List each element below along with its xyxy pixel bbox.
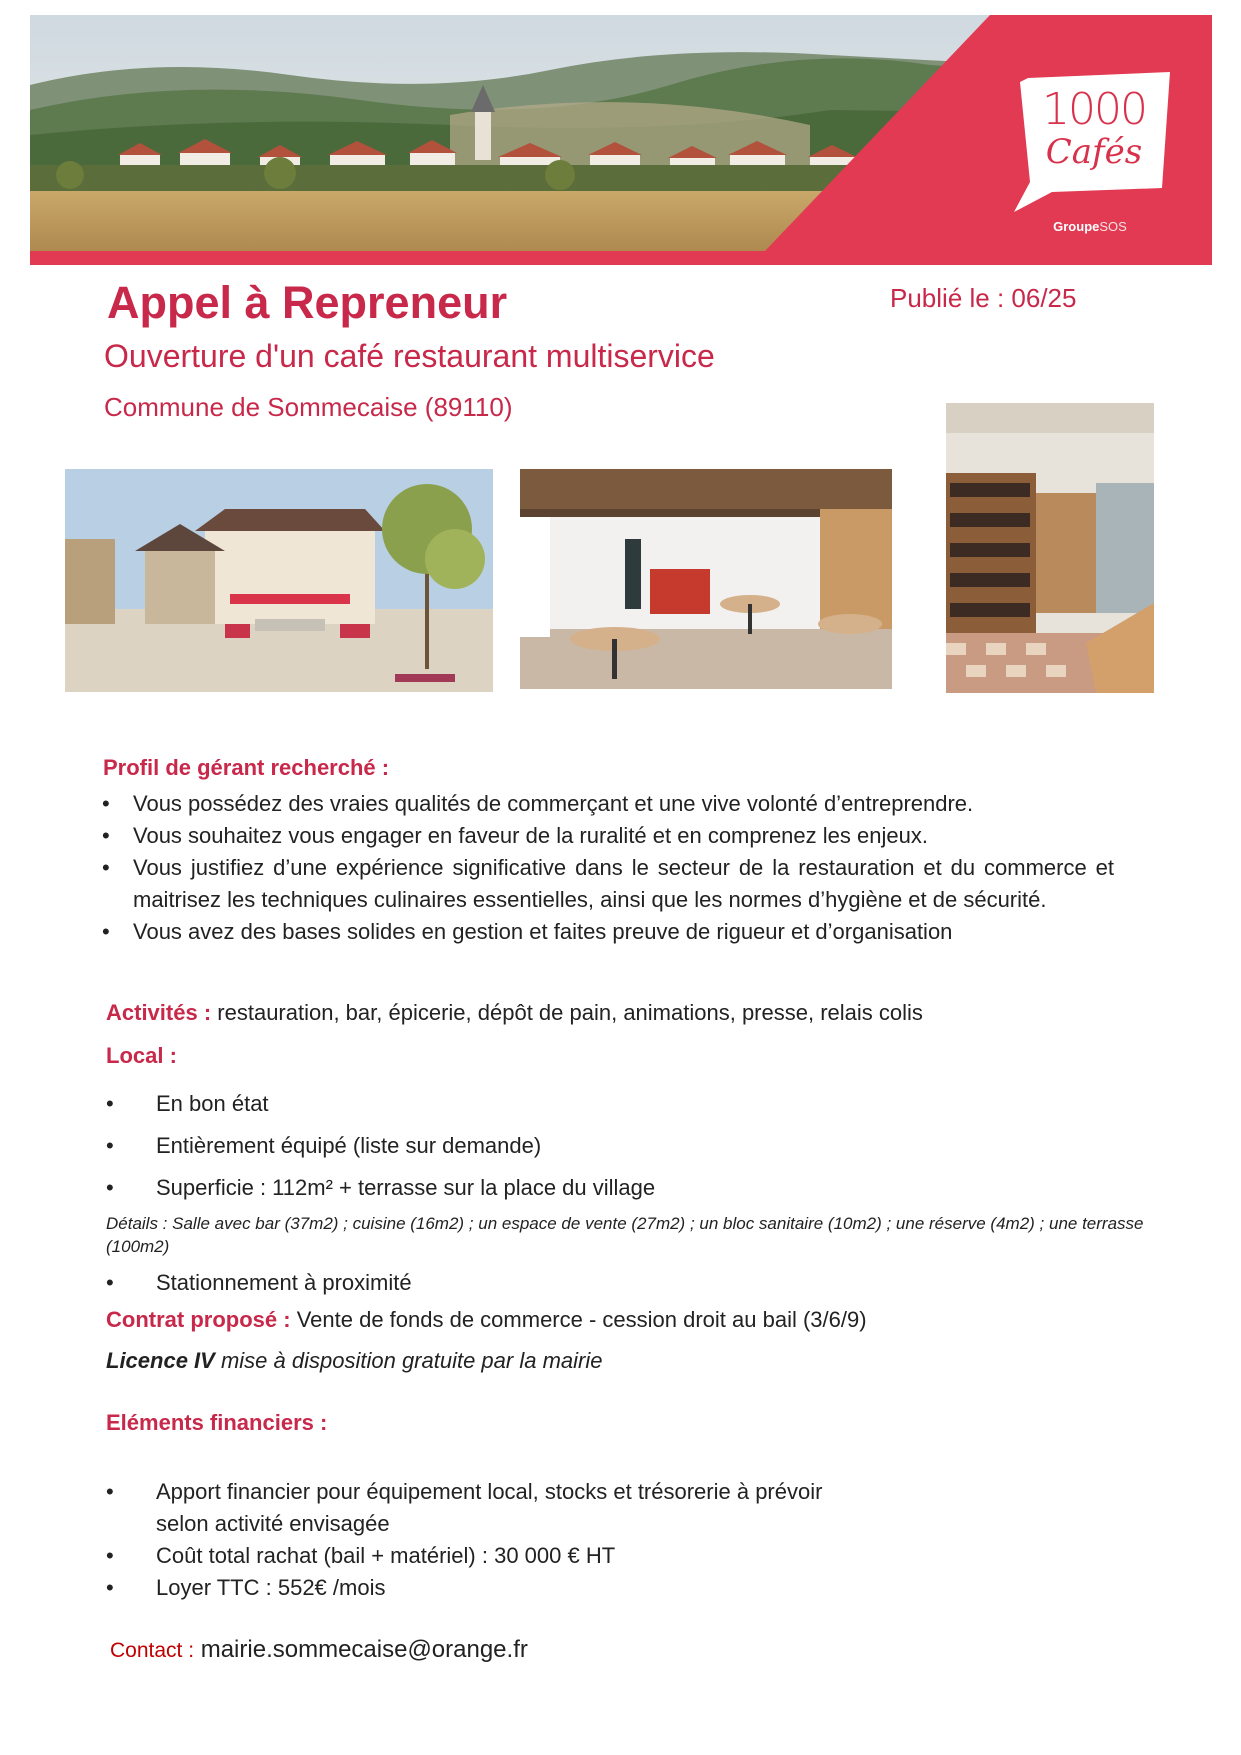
- bullet: •: [102, 791, 110, 816]
- bullet: •: [102, 823, 110, 848]
- local-item-text: Superficie : 112m² + terrasse sur la place du village: [156, 1175, 656, 1200]
- local-heading: Local :: [106, 1043, 177, 1068]
- financial-heading: Eléments financiers :: [106, 1410, 328, 1435]
- financial-item-text: Apport financier pour équipement local, stocks et trésorerie à prévoir selon activité envisagée: [156, 1479, 823, 1536]
- mille-cafes-logo: [1010, 70, 1178, 218]
- bullet: •: [106, 1175, 114, 1200]
- bullet: •: [106, 1091, 114, 1116]
- publication-date: Publié le : 06/25: [890, 283, 1077, 313]
- list-item: [106, 1540, 866, 1572]
- commune-name: Commune de Sommecaise (89110): [104, 392, 513, 422]
- page-title: Appel à Repreneur: [107, 277, 508, 328]
- list-item: [106, 1083, 655, 1125]
- licence-bold: Licence IV: [106, 1348, 215, 1373]
- profile-item-text: Vous possédez des vraies qualités de commerçant et une vive volonté d’entreprendre.: [133, 791, 974, 816]
- parking-text: Stationnement à proximité: [156, 1270, 412, 1295]
- bullet: •: [106, 1543, 114, 1568]
- parking-item: [106, 1270, 412, 1296]
- list-item: [102, 852, 1114, 916]
- page-subtitle: Ouverture d'un café restaurant multiservice: [104, 338, 715, 374]
- licence-text: mise à disposition gratuite par la mairie: [220, 1348, 603, 1373]
- profile-heading: Profil de gérant recherché :: [103, 755, 390, 780]
- local-item-text: Entièrement équipé (liste sur demande): [156, 1133, 542, 1158]
- list-item: [106, 1572, 866, 1604]
- financial-item-text: Loyer TTC : 552€ /mois: [156, 1575, 386, 1600]
- bullet: •: [106, 1270, 114, 1295]
- profile-item-text: Vous justifiez d’une expérience significative dans le secteur de la restauration et du commerce et maitrisez les techniques culinaires essentielles, ainsi que les normes d’hygiène et de sécurité.: [133, 855, 1114, 912]
- cafe-interior-photo: [520, 469, 892, 689]
- group-brand-name: Groupe: [1053, 219, 1100, 234]
- contract-value: Vente de fonds de commerce - cession droit au bail (3/6/9): [296, 1307, 867, 1332]
- contract-line: [106, 1307, 867, 1333]
- contact-label: Contact :: [110, 1639, 195, 1662]
- logo-number: 1000: [1042, 84, 1146, 135]
- profile-list: [102, 788, 1114, 948]
- groupe-sos-brand: [1045, 219, 1135, 234]
- financial-item-text: Coût total rachat (bail + matériel) : 30 000 € HT: [156, 1543, 616, 1568]
- financial-list: [106, 1476, 866, 1604]
- grocery-shop-photo: [946, 403, 1154, 693]
- village-square-photo: [65, 469, 493, 692]
- group-brand-suffix: SOS: [1099, 219, 1127, 234]
- bullet: •: [106, 1575, 114, 1600]
- profile-item-text: Vous souhaitez vous engager en faveur de la ruralité et en comprenez les enjeux.: [133, 823, 928, 848]
- contact-line: [110, 1636, 528, 1664]
- bullet: •: [106, 1479, 114, 1504]
- local-details: Détails : Salle avec bar (37m2) ; cuisine (16m2) ; un espace de vente (27m2) ; un bloc sanitaire (10m2) ; une réserve (4m2) ; une terrasse (100m2): [106, 1214, 1144, 1256]
- contact-email[interactable]: mairie.sommecaise@orange.fr: [200, 1636, 528, 1663]
- activities-value: restauration, bar, épicerie, dépôt de pain, animations, presse, relais colis: [217, 1000, 923, 1025]
- licence-line: [106, 1348, 602, 1374]
- contract-label: Contrat proposé :: [106, 1307, 291, 1332]
- bullet: •: [102, 855, 110, 880]
- bullet: •: [106, 1133, 114, 1158]
- list-item: [102, 916, 1114, 948]
- list-item: [106, 1125, 655, 1167]
- profile-item-text: Vous avez des bases solides en gestion et faites preuve de rigueur et d’organisation: [133, 919, 953, 944]
- list-item: [106, 1167, 655, 1209]
- list-item: [102, 788, 1114, 820]
- list-item: [102, 820, 1114, 852]
- list-item: [106, 1476, 866, 1540]
- logo-word: Cafés: [1045, 132, 1143, 172]
- activities-line: [106, 1000, 923, 1026]
- local-item-text: En bon état: [156, 1091, 269, 1116]
- activities-label: Activités :: [106, 1000, 212, 1025]
- local-list: [106, 1083, 655, 1209]
- bullet: •: [102, 919, 110, 944]
